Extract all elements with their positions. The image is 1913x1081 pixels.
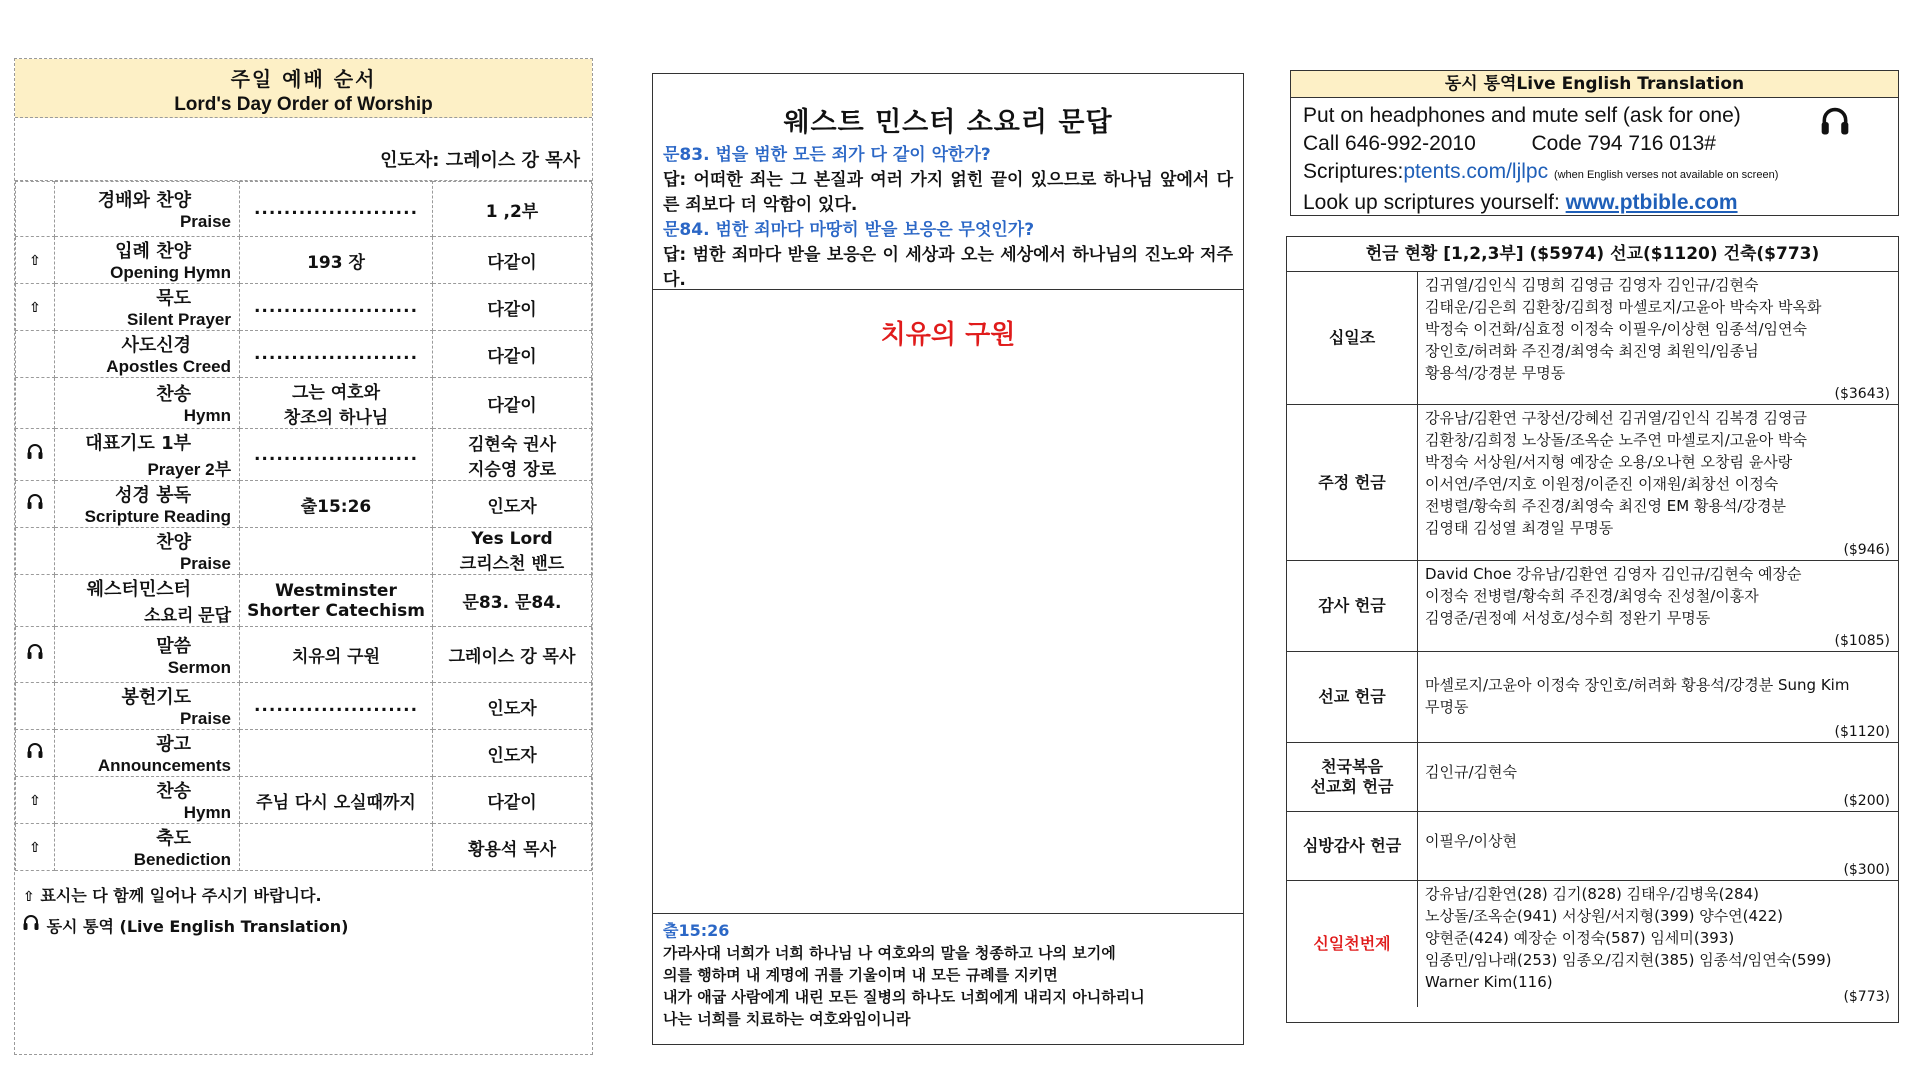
offering-name-line: 이정숙 전병렬/황숙희 주진경/최영숙 진성철/이홍자 <box>1425 587 1759 605</box>
headphones-icon <box>26 742 44 762</box>
row-icon-cell <box>16 481 55 528</box>
offering-name-line: 무명동 <box>1425 698 1469 716</box>
order-item-detail: 193 장 <box>240 237 433 284</box>
worship-order-row <box>16 528 592 575</box>
lookup-label: Look up scriptures yourself: <box>1303 191 1560 214</box>
order-item-name <box>55 528 240 575</box>
offering-name-line: 김환창/김희정 노상돌/조옥순 노주연 마셀로지/고윤아 박숙 <box>1425 431 1807 449</box>
order-item-leader: 인도자 <box>433 730 592 777</box>
offering-name-line: 노상돌/조옥순(941) 서상원/서지형(399) 양수연(422) <box>1425 907 1783 925</box>
stand-legend-text: 표시는 다 함께 일어나 주시기 바랍니다. <box>40 886 322 905</box>
sermon-title: 치유의 구원 <box>880 320 1016 350</box>
order-item-ko: 봉헌기도 <box>121 687 191 708</box>
order-item-ko: 축도 <box>156 828 191 849</box>
order-item-ko: 웨스터민스터 <box>86 579 191 600</box>
order-item-detail: 그는 여호와 창조의 하나님 <box>240 378 433 429</box>
headphones-icon <box>23 912 41 932</box>
call-info <box>1303 130 1886 158</box>
worship-order-row <box>16 683 592 730</box>
headphones-icon <box>1820 106 1850 146</box>
order-item-leader: Yes Lord 크리스천 밴드 <box>433 528 592 575</box>
worship-order-row <box>16 730 592 777</box>
row-icon-cell <box>16 683 55 730</box>
offering-row <box>1287 743 1898 812</box>
order-item-en: Hymn <box>183 803 231 822</box>
offering-name-line: 마셀로지/고윤아 이정숙 장인호/허려화 황용석/강경분 Sung Kim <box>1425 676 1850 694</box>
order-of-worship-panel <box>14 58 593 1055</box>
order-item-leader: 다같이 <box>433 777 592 824</box>
catechism-panel <box>652 73 1244 1045</box>
lookup-link[interactable]: www.ptbible.com <box>1565 191 1738 214</box>
catechism-qa <box>653 139 1243 293</box>
offering-name-line: 김태운/김은희 김환창/김희정 마셀로지/고윤아 박숙자 박옥화 <box>1425 298 1822 316</box>
order-item-name <box>55 824 240 871</box>
offering-row <box>1287 652 1898 743</box>
order-item-leader: 다같이 <box>433 237 592 284</box>
order-item-detail: 출15:26 <box>240 481 433 528</box>
order-item-detail: ...................... <box>240 284 433 331</box>
order-item-ko: 광고 <box>156 734 191 755</box>
worship-order-row <box>16 429 592 481</box>
order-item-detail: Westminster Shorter Catechism <box>240 575 433 627</box>
order-item-name <box>55 284 240 331</box>
order-item-ko: 찬송 <box>156 384 191 405</box>
order-item-detail: ...................... <box>240 683 433 730</box>
scripture-line: 의를 행하며 내 계명에 귀를 기울이며 내 모든 규례를 지키면 <box>663 966 1058 984</box>
offering-names <box>1425 743 1898 783</box>
offering-category: 심방감사 헌금 <box>1287 812 1418 880</box>
offering-names <box>1425 405 1898 539</box>
order-item-name <box>55 481 240 528</box>
offering-amount: ($1085) <box>1834 633 1890 649</box>
order-item-en: Prayer 2부 <box>147 460 231 479</box>
order-item-name <box>55 429 240 481</box>
order-item-name <box>55 730 240 777</box>
scripture-line: 나는 너희를 치료하는 여호와임이니라 <box>663 1010 911 1028</box>
offering-row <box>1287 881 1898 1007</box>
offering-name-line: 이필우/이상현 <box>1425 832 1517 850</box>
order-item-en: Sermon <box>167 657 231 677</box>
offering-names <box>1425 652 1898 718</box>
order-item-detail <box>240 528 433 575</box>
row-icon-cell <box>16 528 55 575</box>
scriptures-info <box>1303 158 1886 189</box>
scriptures-link[interactable]: ptents.com/ljlpc <box>1403 160 1549 183</box>
question-83: 문83. 법을 범한 모든 죄가 다 같이 악한가? <box>663 145 991 165</box>
stand-icon: ⇧ <box>29 300 41 316</box>
offering-names <box>1425 272 1898 384</box>
order-item-leader: 다같이 <box>433 284 592 331</box>
answer-83: 답: 어떠한 죄는 그 본질과 여러 가지 얽힌 끝이 있으므로 하나님 앞에서 다른 죄보다 더 악함이 있다. <box>663 170 1233 215</box>
row-icon-cell <box>16 627 55 683</box>
offering-name-line: 양현준(424) 예장순 이정숙(587) 임세미(393) <box>1425 929 1735 947</box>
order-item-name <box>55 182 240 237</box>
order-item-detail: ...................... <box>240 331 433 378</box>
headphones-icon <box>26 643 44 663</box>
order-item-en: Benediction <box>133 850 231 869</box>
order-item-leader: 김현숙 권사 지승영 장로 <box>433 429 592 481</box>
worship-order-row <box>16 824 592 871</box>
order-item-leader: 다같이 <box>433 331 592 378</box>
order-item-detail <box>240 730 433 777</box>
row-icon-cell <box>16 182 55 237</box>
worship-order-header <box>15 59 592 118</box>
offering-name-line: 김인규/김현숙 <box>1425 763 1517 781</box>
worship-order-title-en: Lord's Day Order of Worship <box>174 94 433 115</box>
offering-name-line: 황용석/강경분 무명동 <box>1425 364 1566 382</box>
translation-info-box <box>1290 70 1899 216</box>
scripture-box <box>653 913 1243 1044</box>
order-item-name <box>55 331 240 378</box>
catechism-section <box>653 74 1243 290</box>
offering-name-line: David Choe 강유남/김환연 김영자 김인규/김현숙 예장순 <box>1425 565 1802 583</box>
offering-category: 십일조 <box>1287 272 1418 404</box>
order-item-name <box>55 777 240 824</box>
row-icon-cell <box>16 824 55 871</box>
offering-names <box>1425 812 1898 852</box>
question-84: 문84. 범한 죄마다 마땅히 받을 보응은 무엇인가? <box>663 220 1035 240</box>
offering-names <box>1425 561 1898 629</box>
headphones-icon <box>26 443 44 463</box>
stand-icon: ⇧ <box>23 889 35 905</box>
call-code: Code 794 716 013# <box>1531 132 1716 155</box>
worship-order-row <box>16 777 592 824</box>
offering-name-line: Warner Kim(116) <box>1425 973 1553 991</box>
offering-name-line: 김영준/권정예 서성호/성수희 정완기 무명동 <box>1425 609 1711 627</box>
order-item-en: Announcements <box>97 756 231 775</box>
offering-table <box>1286 236 1899 1023</box>
worship-order-row <box>16 182 592 237</box>
offering-amount: ($3643) <box>1834 386 1890 402</box>
stand-icon: ⇧ <box>29 840 41 856</box>
offering-amount: ($773) <box>1843 989 1890 1005</box>
stand-icon: ⇧ <box>29 253 41 269</box>
translation-body <box>1291 98 1898 221</box>
offering-name-line: 김영태 김성열 최경일 무명동 <box>1425 519 1614 537</box>
stand-legend <box>23 881 592 912</box>
row-icon-cell <box>16 730 55 777</box>
order-item-leader: 1 ,2부 <box>433 182 592 237</box>
offering-header: 헌금 현황 [1,2,3부] ($5974) 선교($1120) 건축($773) <box>1287 237 1898 272</box>
lookup-info <box>1303 189 1886 217</box>
scripture-line: 내가 애굽 사람에게 내린 모든 질병의 하나도 너희에게 내리지 아니하리니 <box>663 988 1145 1006</box>
headphones-icon <box>26 493 44 513</box>
worship-order-legend <box>15 871 592 942</box>
order-item-ko: 찬양 <box>156 532 191 553</box>
offering-name-line: 전병렬/황숙희 주진경/최영숙 최진영 EM 황용석/강경분 <box>1425 497 1786 515</box>
call-number: Call 646-992-2010 <box>1303 132 1476 155</box>
order-item-en: Scripture Reading <box>84 507 231 526</box>
row-icon-cell <box>16 284 55 331</box>
scriptures-note: (when English verses not available on screen) <box>1553 169 1779 181</box>
order-item-detail: 치유의 구원 <box>240 627 433 683</box>
offering-row <box>1287 272 1898 405</box>
row-icon-cell <box>16 331 55 378</box>
offering-row <box>1287 405 1898 561</box>
worship-order-row <box>16 331 592 378</box>
translation-header: 동시 통역Live English Translation <box>1291 71 1898 98</box>
order-item-detail: ...................... <box>240 429 433 481</box>
offering-row <box>1287 812 1898 881</box>
order-item-leader: 그레이스 강 목사 <box>433 627 592 683</box>
worship-order-row <box>16 481 592 528</box>
worship-leader: 인도자: 그레이스 강 목사 <box>15 142 592 181</box>
order-item-ko: 묵도 <box>156 288 191 309</box>
row-icon-cell <box>16 777 55 824</box>
worship-order-row <box>16 627 592 683</box>
offering-category: 주정 헌금 <box>1287 405 1418 560</box>
offering-rows <box>1287 272 1898 1007</box>
order-item-en: Opening Hymn <box>110 263 231 282</box>
offering-name-line: 김귀열/김인식 김명희 김영금 김영자 김인규/김현숙 <box>1425 276 1759 294</box>
worship-order-table <box>15 181 592 871</box>
row-icon-cell <box>16 378 55 429</box>
order-item-leader: 문83. 문84. <box>433 575 592 627</box>
order-item-detail: 주님 다시 오실때까지 <box>240 777 433 824</box>
worship-order-row <box>16 284 592 331</box>
order-item-leader: 인도자 <box>433 683 592 730</box>
order-item-en: Praise <box>179 212 231 231</box>
scripture-reference: 출15:26 <box>663 921 730 940</box>
translation-legend <box>23 912 592 942</box>
order-item-en: Praise <box>179 709 231 728</box>
offering-name-line: 강유남/김환연 구창선/강혜선 김귀열/김인식 김복경 김영금 <box>1425 409 1807 427</box>
headphones-instruction: Put on headphones and mute self (ask for one) <box>1303 104 1741 127</box>
offering-row <box>1287 561 1898 652</box>
offering-name-line: 이서연/주연/지호 이원정/이준진 이재원/최창선 이정숙 <box>1425 475 1779 493</box>
order-item-name <box>55 237 240 284</box>
offering-category: 감사 헌금 <box>1287 561 1418 651</box>
catechism-title: 웨스트 민스터 소요리 문답 <box>783 107 1113 138</box>
order-item-name <box>55 575 240 627</box>
order-item-ko: 성경 봉독 <box>115 485 191 506</box>
offering-category: 선교 헌금 <box>1287 652 1418 742</box>
order-item-name <box>55 627 240 683</box>
order-item-name <box>55 683 240 730</box>
worship-order-row <box>16 575 592 627</box>
row-icon-cell <box>16 429 55 481</box>
order-item-ko: 사도신경 <box>121 335 191 356</box>
order-item-leader: 황용석 목사 <box>433 824 592 871</box>
scriptures-label: Scriptures: <box>1303 160 1404 183</box>
offering-name-line: 박정숙 이건화/심효정 이정숙 이필우/이상현 임종석/임연숙 <box>1425 320 1807 338</box>
order-item-ko: 찬송 <box>156 781 191 802</box>
order-item-ko: 말씀 <box>156 635 191 657</box>
offering-name-line: 강유남/김환연(28) 김기(828) 김태우/김병욱(284) <box>1425 885 1759 903</box>
order-item-ko: 입례 찬양 <box>115 241 191 262</box>
translation-legend-text: 동시 통역 (Live English Translation) <box>46 917 349 936</box>
order-item-en: Apostles Creed <box>106 357 231 376</box>
order-item-en: Silent Prayer <box>127 310 231 329</box>
offering-amount: ($300) <box>1843 862 1890 878</box>
order-item-en: 소요리 문답 <box>144 606 231 625</box>
order-item-ko: 경배와 찬양 <box>97 190 191 211</box>
order-item-leader: 인도자 <box>433 481 592 528</box>
order-item-en: Praise <box>179 554 231 573</box>
offering-amount: ($946) <box>1843 542 1890 558</box>
offering-amount: ($200) <box>1843 793 1890 809</box>
offering-category: 신일천번제 <box>1287 881 1418 1007</box>
order-item-name <box>55 378 240 429</box>
row-icon-cell <box>16 575 55 627</box>
order-item-leader: 다같이 <box>433 378 592 429</box>
offering-amount: ($1120) <box>1834 724 1890 740</box>
offering-name-line: 박정숙 서상원/서지형 예장순 오용/오나현 오창림 윤사랑 <box>1425 453 1793 471</box>
offering-category: 천국복음 선교회 헌금 <box>1287 743 1418 811</box>
offering-names <box>1425 881 1898 993</box>
order-item-ko: 대표기도 1부 <box>85 433 191 454</box>
order-item-detail <box>240 824 433 871</box>
offering-name-line: 장인호/허려화 주진경/최영숙 최진영 최원익/임종님 <box>1425 342 1759 360</box>
scripture-line: 가라사대 너희가 너희 하나님 나 여호와의 말을 청종하고 나의 보기에 <box>663 944 1116 962</box>
worship-order-row <box>16 378 592 429</box>
worship-order-title-ko: 주일 예배 순서 <box>230 67 377 91</box>
answer-84: 답: 범한 죄마다 받을 보응은 이 세상과 오는 세상에서 하나님의 진노와 저주다. <box>663 245 1233 290</box>
row-icon-cell <box>16 237 55 284</box>
order-item-detail: ...................... <box>240 182 433 237</box>
order-item-en: Hymn <box>183 406 231 425</box>
worship-order-row <box>16 237 592 284</box>
offering-name-line: 임종민/임나래(253) 임종오/김지현(385) 임종석/임연숙(599) <box>1425 951 1832 969</box>
stand-icon: ⇧ <box>29 793 41 809</box>
